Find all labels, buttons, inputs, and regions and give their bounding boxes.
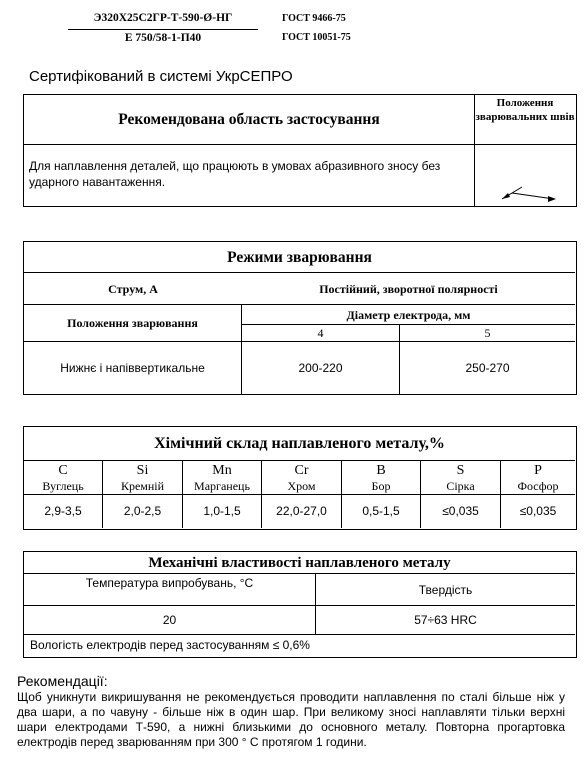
hardness-label: Твердість — [316, 574, 575, 606]
position-arrows-icon — [496, 177, 560, 208]
moisture-note: Вологість електродів перед застосуванням ≤ 0,6% — [30, 638, 310, 652]
element-header — [262, 461, 341, 495]
recommendations-title: Рекомендації: — [17, 673, 108, 689]
element-symbol: Cr — [294, 463, 309, 478]
gost-1: ГОСТ 9466-75 — [282, 13, 346, 24]
element-symbol: Mn — [212, 463, 232, 478]
current-label: Струм, А — [24, 273, 242, 305]
element-name: Марганець — [194, 479, 250, 493]
element-value: 22,0-27,0 — [276, 504, 327, 518]
element-header — [183, 461, 261, 495]
element-value: 2,0-2,5 — [123, 504, 162, 518]
diameter-5: 5 — [400, 325, 575, 342]
element-name: Хром — [287, 479, 316, 493]
chemistry-table — [23, 426, 577, 530]
element-symbol: P — [534, 463, 542, 478]
diameter-label: Діаметр електрода, мм — [242, 305, 575, 325]
element-symbol: B — [376, 463, 386, 478]
chemistry-column — [421, 461, 501, 528]
element-value: 1,0-1,5 — [203, 504, 241, 518]
positions-title: Положення зварювальних швів — [475, 97, 575, 123]
grade-designation: Э320Х25С2ГР-Т-590-Ø-НГ — [93, 12, 233, 24]
element-symbol: S — [456, 463, 465, 478]
element-header — [501, 461, 575, 495]
position-label: Положення зварювання — [24, 305, 242, 342]
recommendations-text: Щоб уникнути викришування не рекомендується проводити наплавлення по сталі більше ніж у два шари, а по чавуну - більше ніж в один шар. При великому зносі наплавляти тільки верхні шари електродами Т-590, а нижні близькими до основного металу. Повторна прогартовка електродів перед зварюванням при 300 ° С протягом 1 години. — [17, 690, 565, 749]
temperature-label: Температура випробувань, °С — [24, 574, 316, 606]
element-name: Кремній — [120, 479, 165, 493]
welding-modes-title: Режими зварювання — [24, 242, 575, 273]
chemistry-column — [262, 461, 342, 528]
diameter-4: 4 — [242, 325, 400, 342]
mechanical-table — [23, 551, 577, 658]
element-header — [103, 461, 182, 495]
current-value: Постійний, зворотної полярності — [242, 273, 575, 305]
application-text-divider — [474, 145, 475, 206]
current-range-4: 200-220 — [242, 342, 400, 394]
chemistry-column — [103, 461, 183, 528]
header-divider — [68, 29, 258, 30]
chemistry-columns — [24, 461, 575, 528]
positions-divider — [475, 144, 576, 145]
element-header — [24, 461, 102, 495]
chemistry-column — [183, 461, 262, 528]
chemistry-title: Хімічний склад наплавленого металу,% — [24, 427, 575, 461]
temperature-value: 20 — [24, 606, 316, 635]
application-text: Для наплавлення деталей, що працюють в умовах абразивного зносу без ударного навантаження. — [29, 159, 441, 189]
element-header — [421, 461, 500, 495]
chemistry-column — [342, 461, 421, 528]
classification-code: Е 750/58-1-П40 — [124, 32, 202, 44]
application-table — [23, 94, 577, 207]
element-name: Фосфор — [517, 479, 559, 493]
element-name: Бор — [371, 479, 391, 493]
element-value: 0,5-1,5 — [362, 504, 400, 518]
hardness-value: 57÷63 HRC — [316, 606, 575, 635]
element-symbol: Si — [136, 463, 149, 478]
position-value: Нижнє і напіввертикальне — [24, 342, 242, 394]
welding-modes-table — [23, 241, 577, 395]
element-name: Вуглець — [42, 479, 84, 493]
application-title: Рекомендована область застосування — [24, 95, 475, 145]
mechanical-title: Механічні властивості наплавленого металу — [24, 552, 575, 574]
element-value: 2,9-3,5 — [44, 504, 82, 518]
element-symbol: C — [58, 463, 68, 478]
chemistry-column — [501, 461, 575, 528]
element-value: ≤0,035 — [442, 504, 479, 518]
element-name: Сірка — [446, 479, 475, 493]
gost-2: ГОСТ 10051-75 — [282, 32, 351, 43]
element-header — [342, 461, 420, 495]
chemistry-column — [24, 461, 103, 528]
element-value: ≤0,035 — [519, 504, 557, 518]
certification-text: Сертифікований в системі УкрСЕПРО — [29, 68, 293, 85]
current-range-5: 250-270 — [465, 361, 510, 375]
